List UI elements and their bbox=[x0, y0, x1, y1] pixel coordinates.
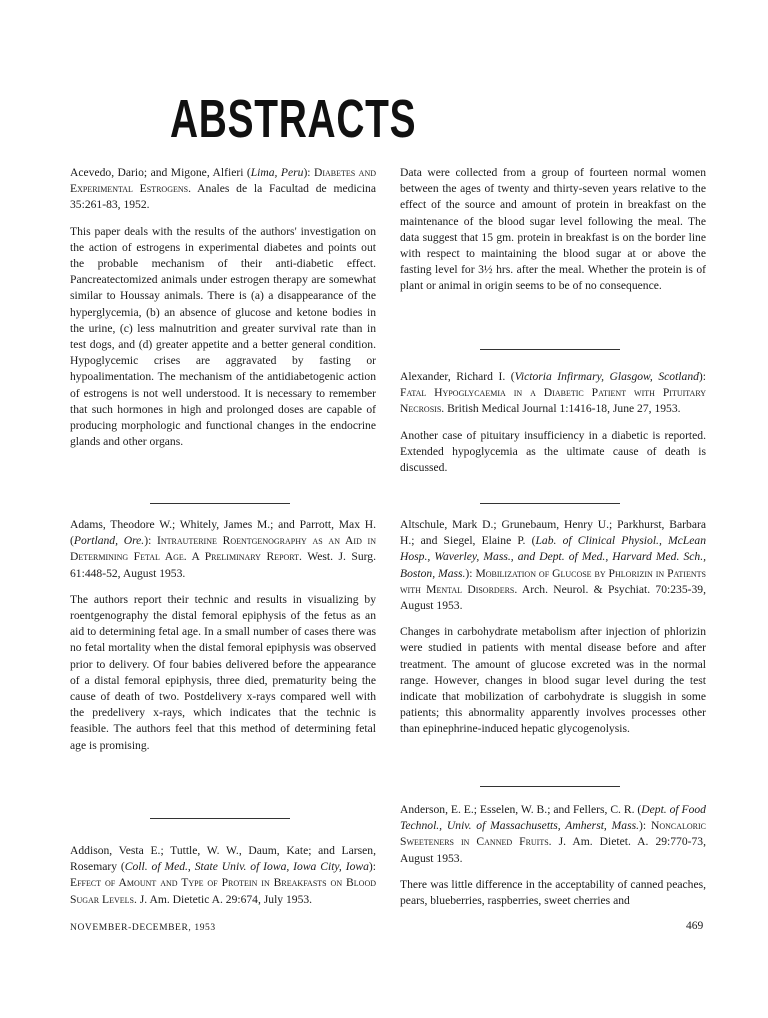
section-divider bbox=[150, 818, 290, 819]
journal-source: Anales de la Facultad de medicina 35:261-83, 1952. bbox=[70, 182, 376, 212]
abstract-body: Changes in carbohydrate metabolism after injection of phlorizin were studied in patients with mental disease before and after treatment. The amount of glucose excreted was in the normal range. However, changes in blood sugar level during the test indicate that mobilization of carbohydrate is sluggish in some patients; this abnormality apparently involves processes other than epinephrine-induced hepatic glycogenolysis. bbox=[400, 625, 706, 736]
abstract-anderson bbox=[400, 802, 706, 909]
section-divider bbox=[150, 503, 290, 504]
abstract-body: Data were collected from a group of fourteen normal women between the ages of twenty and thirty-seven years relative to the effect of the source and amount of protein in breakfast on the maintenance of the blood sugar level following the meal. The data suggest that 15 gm. protein in breakfast is on the border line with respect to maintaining the blood sugar at or above the fasting level for 3½ hrs. after the meal. Whether the protein is of plant or animal in origin seems to be of no consequence. bbox=[400, 166, 706, 293]
authors: Addison, Vesta E.; Tuttle, W. W., Daum, Kate; and Larsen, Rosemary ( bbox=[70, 844, 376, 874]
affiliation-close: ): bbox=[144, 534, 152, 548]
abstract-body: Another case of pituitary insufficiency in a diabetic is reported. Extended hypoglycemia as the ultimate cause of death is discussed. bbox=[400, 428, 706, 475]
abstract-altschule bbox=[400, 517, 706, 738]
authors: Anderson, E. E.; Esselen, W. B.; and Fellers, C. R. ( bbox=[400, 803, 642, 816]
authors: Alexander, Richard I. ( bbox=[400, 370, 515, 383]
abstract-body: The authors report their technic and results in visualizing by roentgenography the distal femoral epiphysis of the fetus as an aid to determining fetal age. In a small number of cases there was no fetal mortality when the distal femoral epiphysis was observed prior to delivery. Of four babies delivered before the appearance of a distal femoral epiphysis, three died, prematurity being the cause of death of two. Postdelivery x-rays compared well with the predelivery x-rays, which indicates that the technic is feasible. The authors feel that this method of determining fetal age is promising. bbox=[70, 592, 376, 752]
authors: Altschule, Mark D.; Grunebaum, Henry U.; Parkhurst, Barbara H.; and Siegel, Elaine P. ( bbox=[400, 518, 706, 548]
authors: Acevedo, Dario; and Migone, Alfieri ( bbox=[70, 166, 251, 179]
section-divider bbox=[480, 786, 620, 787]
abstract-body: This paper deals with the results of the authors' investigation on the action of estrogens in experimental diabetes and points out the probable mechanism of their anti-diabetic effect. Pancreatectomized animals under estrogen therapy are somewhat similar to Houssay animals. There is (a) a disappearance of the hyperglycemia, (b) an absence of glucose and ketone bodies in the urine, (c) less malnutrition and greater survival rate than in test dogs, and (d) greater appetite and a better general condition. Hypoglycemic crises are aggravated by fasting or hypoalimentation. The mechanism of the antidiabetogenic action of estrogens is not well understood. It is necessary to remember that such hormones in high and prolonged doses are capable of producing morphologic and functional changes in the endocrine glands and other organs. bbox=[70, 224, 376, 449]
article-title: Intrauterine Roentgenography as an Aid in Determining Fetal Age. A Preliminary Report. bbox=[70, 534, 376, 564]
affiliation-close: ): bbox=[303, 166, 311, 179]
affiliation-close: ): bbox=[465, 566, 473, 580]
article-title: Noncaloric Sweeteners in Canned Fruits. bbox=[400, 819, 706, 849]
article-title: Fatal Hypoglycaemia in a Diabetic Patient with Pituitary Necrosis. bbox=[400, 386, 706, 416]
affiliation: Portland, Ore. bbox=[73, 534, 145, 548]
affiliation: Lima, Peru bbox=[250, 166, 304, 179]
article-title: Mobilization of Glucose by Phlorizin in Patients with Mental Disorders. bbox=[400, 566, 706, 596]
citation bbox=[400, 802, 706, 867]
issue-date: NOVEMBER-DECEMBER, 1953 bbox=[70, 923, 216, 933]
abstract-addison bbox=[70, 843, 376, 908]
citation bbox=[400, 369, 706, 418]
journal-source: J. Am. Dietet. A. 29:770-73, August 1953. bbox=[400, 835, 707, 865]
abstract-alexander bbox=[400, 369, 706, 476]
citation bbox=[70, 165, 376, 214]
journal-source: J. Am. Dietetic A. 29:674, July 1953. bbox=[136, 892, 313, 906]
citation bbox=[70, 517, 376, 582]
abstract-acevedo bbox=[70, 165, 376, 450]
affiliation-close: ): bbox=[368, 860, 376, 874]
affiliation: Dept. of Food Technol., Univ. of Massachusetts, Amherst, Mass. bbox=[400, 803, 706, 833]
authors: Adams, Theodore W.; Whitely, James M.; and Parrott, Max H. ( bbox=[70, 518, 376, 548]
section-divider bbox=[480, 349, 620, 350]
affiliation-close: ): bbox=[639, 819, 647, 833]
abstract-addison-continued bbox=[400, 165, 706, 295]
journal-source: West. J. Surg. 61:448-52, August 1953. bbox=[70, 550, 377, 580]
affiliation: Victoria Infirmary, Glasgow, Scotland bbox=[514, 370, 699, 383]
affiliation-close: ): bbox=[698, 370, 707, 383]
citation bbox=[400, 517, 706, 614]
section-divider bbox=[480, 503, 620, 504]
citation bbox=[70, 843, 376, 908]
journal-source: British Medical Journal 1:1416-18, June 27, 1953. bbox=[444, 402, 681, 416]
abstract-body: There was little difference in the acceptability of canned peaches, pears, blueberries, raspberries, sweet cherries and bbox=[400, 877, 706, 908]
abstract-adams bbox=[70, 517, 376, 754]
page-number: 469 bbox=[686, 920, 704, 932]
article-title: Effect of Amount and Type of Protein in Breakfasts on Blood Sugar Levels. bbox=[70, 876, 376, 906]
journal-source: Arch. Neurol. & Psychiat. 70:235-39, August 1953. bbox=[400, 582, 706, 613]
affiliation: Coll. of Med., State Univ. of Iowa, Iowa City, Iowa bbox=[124, 860, 369, 874]
article-title: Diabetes and Experimental Estrogens. bbox=[70, 166, 376, 196]
affiliation: Lab. of Clinical Physiol., McLean Hosp., Waverley, Mass., and Dept. of Med., Harvard Med. Sch., Boston, Mass. bbox=[400, 534, 706, 580]
masthead-title: ABSTRACTS bbox=[170, 89, 417, 149]
